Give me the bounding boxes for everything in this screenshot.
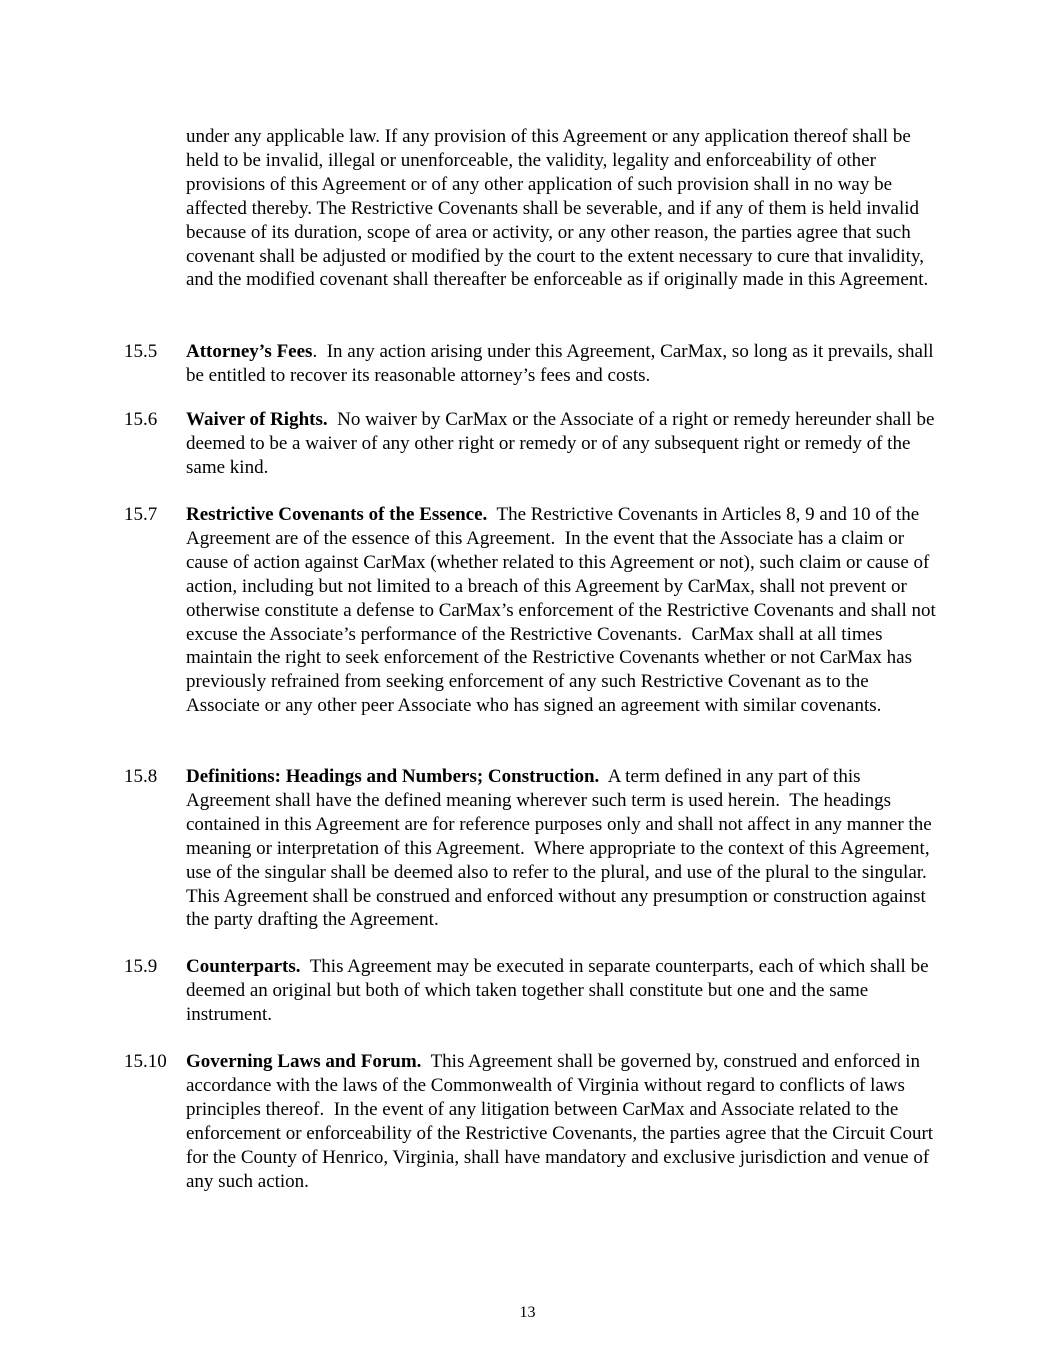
section-heading: Counterparts. xyxy=(186,956,301,977)
section-body xyxy=(186,503,946,718)
section-15-10 xyxy=(124,1050,946,1193)
section-15-9 xyxy=(124,955,946,1027)
section-15-5 xyxy=(124,340,946,388)
continuation-paragraph: under any applicable law. If any provision of this Agreement or any application thereof shall be held to be invalid, illegal or unenforceable, the validity, legality and enforceability of other provisions of this Agreement or of any other application of such provision shall in no way be affected thereby. The Restrictive Covenants shall be severable, and if any of them is held invalid because of its duration, scope of area or activity, or any other reason, the parties agree that such covenant shall be adjusted or modified by the court to the extent necessary to cure that invalidity, and the modified covenant shall thereafter be enforceable as if originally made in this Agreement. xyxy=(186,126,929,291)
section-15-7 xyxy=(124,503,946,718)
section-text: The Restrictive Covenants in Articles 8, 9 and 10 of the Agreement are of the essence of this Agreement. In the event that the Associate has a claim or cause of action against CarMax (whether related to this Agreement or not), such claim or cause of action, including but not limited to a breach of this Agreement by CarMax, shall not prevent or otherwise constitute a defense to CarMax’s enforcement of the Restrictive Covenants and shall not excuse the Associate’s performance of the Restrictive Covenants. CarMax shall at all times maintain the right to seek enforcement of the Restrictive Covenants whether or not CarMax has previously refrained from seeking enforcement of any such Restrictive Covenant as to the Associate or any other peer Associate who has signed an agreement with similar covenants. xyxy=(186,504,941,717)
section-15-8 xyxy=(124,765,946,932)
section-number: 15.10 xyxy=(124,1051,167,1072)
section-number: 15.9 xyxy=(124,956,158,977)
section-text: This Agreement may be executed in separate counterparts, each of which shall be deemed an original but both of which taken together shall constitute but one and the same instrument. xyxy=(186,956,934,1025)
section-heading: Definitions: Headings and Numbers; Construction. xyxy=(186,766,600,787)
section-text: No waiver by CarMax or the Associate of a right or remedy hereunder shall be deemed to be a waiver of any other right or remedy or of any subsequent right or remedy of the same kind. xyxy=(186,409,940,478)
section-number: 15.6 xyxy=(124,409,158,430)
section-heading: Governing Laws and Forum. xyxy=(186,1051,422,1072)
section-body xyxy=(186,340,946,388)
section-body xyxy=(186,765,946,932)
section-number: 15.5 xyxy=(124,341,158,362)
section-heading: Attorney’s Fees xyxy=(186,341,313,362)
section-heading: Restrictive Covenants of the Essence. xyxy=(186,504,488,525)
section-number: 15.8 xyxy=(124,766,158,787)
section-body xyxy=(186,955,946,1027)
section-body xyxy=(186,408,946,480)
section-15-6 xyxy=(124,408,946,480)
section-number: 15.7 xyxy=(124,504,158,525)
section-text: In any action arising under this Agreement, CarMax, so long as it prevails, shall be entitled to recover its reasonable attorney’s fees and costs. xyxy=(186,341,939,386)
section-heading: Waiver of Rights. xyxy=(186,409,328,430)
section-body xyxy=(186,1050,946,1193)
section-heading-separator: . xyxy=(312,341,318,362)
page-number: 13 xyxy=(519,1304,536,1321)
section-text: This Agreement shall be governed by, construed and enforced in accordance with the laws of the Commonwealth of Virginia without regard to conflicts of laws principles thereof. In the event of any litigation between CarMax and Associate related to the enforcement or enforceability of the Restrictive Covenants, the parties agree that the Circuit Court for the County of Henrico, Virginia, shall have mandatory and exclusive jurisdiction and venue of any such action. xyxy=(186,1051,938,1192)
section-text: A term defined in any part of this Agreement shall have the defined meaning wherever such term is used herein. The headings contained in this Agreement are for reference purposes only and shall not affect in any manner the meaning or interpretation of this Agreement. Where appropriate to the context of this Agreement, use of the singular shall be deemed also to refer to the plural, and use of the plural to the singular. This Agreement shall be construed and enforced without any presumption or construction against the party drafting the Agreement. xyxy=(186,766,937,931)
